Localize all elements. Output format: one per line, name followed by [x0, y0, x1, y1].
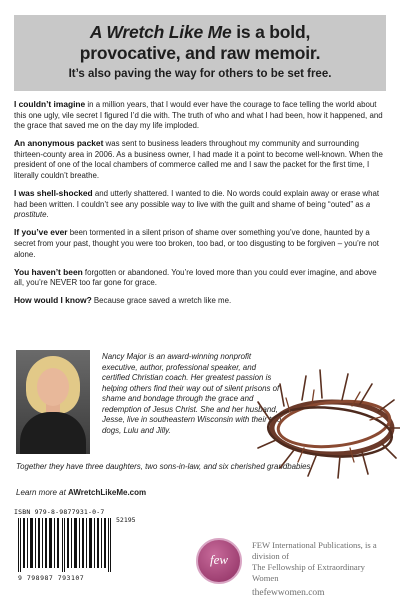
- publisher-url[interactable]: thefewwomen.com: [252, 588, 325, 598]
- crown-of-thorns-icon: [250, 350, 400, 480]
- barcode-bars-icon: [18, 518, 116, 572]
- book-title: A Wretch Like Me: [89, 22, 232, 42]
- learn-more: Learn more at AWretchLikeMe.com: [16, 488, 147, 497]
- isbn: ISBN 979-8-9877931-0-7: [14, 508, 105, 516]
- barcode-number: 9 798987 793107: [18, 574, 85, 582]
- price-code: 52195: [116, 516, 136, 524]
- headline-line-1: A Wretch Like Me is a bold,: [89, 22, 311, 42]
- paragraph-4: If you’ve ever been tormented in a silent prison of shame over something you’ve done, haunted by a secret from your past, thought you were too broken, too bad, or too disgusting to be forgiven – you’re not alone.: [14, 227, 379, 259]
- few-seal-icon: [196, 538, 242, 584]
- barcode: [14, 508, 134, 584]
- blurb-body: [14, 99, 386, 314]
- author-bio-family: Together they have three daughters, two sons-in-law, and six cherished grandbabies.: [16, 462, 313, 471]
- author-bio: Nancy Major is an award-winning nonprofit executive, author, professional speaker, and certified Christian coach. Her greatest passion is helping others find their way out of silent prisons of shame and bondage through the grace and redemption of Jesus Christ. She and her husband, Jesse, live in southeastern Wisconsin with their two dogs, Lulu and Jilly.: [102, 352, 282, 435]
- publisher-line-2: The Fellowship of Extraordinary Women: [252, 562, 365, 583]
- paragraph-2: An anonymous packet was sent to business leaders throughout my community and surrounding thirteen-county area in 2006. As a business owner, I had made it a point to become well-known. When the president of one of the local chambers of commerce called me and I saw the packet for the first time, I literally couldn’t breathe.: [14, 138, 383, 181]
- seal-text: few: [209, 552, 229, 567]
- headline-line-2: provocative, and raw memoir.: [79, 43, 321, 63]
- paragraph-5: You haven’t been forgotten or abandoned. You’re loved more than you could ever imagine, and above all, you’re NEVER too far gone for grace.: [14, 266, 377, 288]
- publisher-line-1: FEW International Publications, is a division of: [252, 540, 377, 561]
- author-photo: [16, 350, 90, 454]
- headline-line-3: It’s also paving the way for others to be set free.: [68, 68, 332, 80]
- paragraph-6: How would I know? Because grace saved a wretch like me.: [14, 295, 232, 306]
- paragraph-1: I couldn’t imagine in a million years, that I would ever have the courage to face telling the world about this one ugly, vile secret I figured I’d die with. The truth of who and what I had been, how it happened, and the grace that saved me on the day my life imploded.: [14, 99, 383, 131]
- publisher-info: [252, 540, 392, 600]
- paragraph-3: I was shell-shocked and utterly shattered. I wanted to die. No words could explain away or erase what had been written. I couldn’t see any possible way to live with the guilt and shame of being “outed” as a prostitute.: [14, 188, 380, 220]
- headline-banner: [14, 15, 386, 91]
- website-link[interactable]: AWretchLikeMe.com: [68, 488, 147, 497]
